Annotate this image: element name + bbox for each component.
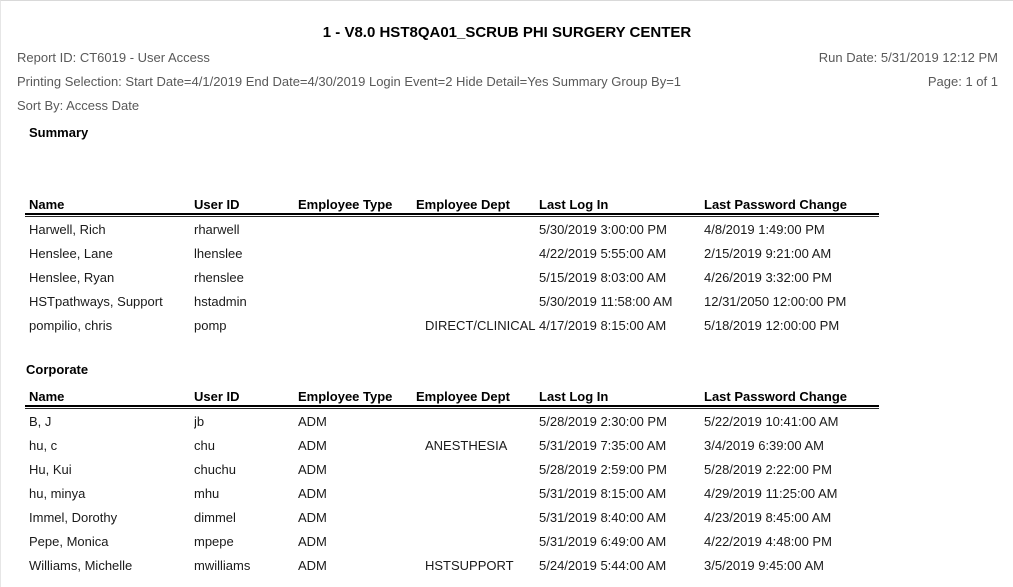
column-header-user_id: User ID: [194, 197, 240, 212]
column-header-last_password_change: Last Password Change: [704, 197, 848, 212]
cell-last_password_change: 4/26/2019 3:32:00 PM: [704, 269, 832, 285]
column-header-employee_dept: Employee Dept: [416, 197, 510, 212]
page-number-label: Page: 1 of 1: [927, 74, 998, 89]
cell-last_password_change: 4/23/2019 8:45:00 AM: [704, 509, 832, 525]
cell-last_log_in: 5/31/2019 6:49:00 AM: [539, 533, 667, 549]
cell-last_password_change: 3/5/2019 9:45:00 AM: [704, 557, 824, 573]
cell-last_log_in: 4/22/2019 5:55:00 AM: [539, 245, 667, 261]
cell-employee_type: ADM: [298, 557, 327, 573]
cell-last_log_in: 5/31/2019 8:15:00 AM: [539, 485, 667, 501]
cell-last_log_in: 5/24/2019 5:44:00 AM: [539, 557, 667, 573]
cell-user_id: hstadmin: [194, 293, 247, 309]
cell-user_id: mwilliams: [194, 557, 251, 573]
cell-last_password_change: 4/29/2019 11:25:00 AM: [704, 485, 838, 501]
table-header-row: [25, 385, 879, 407]
cell-last_log_in: 4/17/2019 8:15:00 AM: [539, 317, 667, 333]
cell-employee_dept: ANESTHESIA: [425, 437, 508, 453]
cell-last_log_in: 5/28/2019 2:59:00 PM: [539, 461, 667, 477]
group-label-corporate: Corporate: [26, 362, 89, 377]
column-header-name: Name: [29, 389, 65, 404]
cell-last_password_change: 5/18/2019 12:00:00 PM: [704, 317, 840, 333]
table-row: [25, 553, 879, 577]
cell-last_password_change: 2/15/2019 9:21:00 AM: [704, 245, 832, 261]
table-row: [25, 433, 879, 457]
cell-employee_dept: HSTSUPPORT: [425, 557, 514, 573]
table-body: [25, 217, 879, 337]
sort-by-label: Sort By: Access Date: [17, 98, 140, 113]
page-title: 1 - V8.0 HST8QA01_SCRUB PHI SURGERY CENTER: [322, 24, 692, 41]
cell-user_id: dimmel: [194, 509, 236, 525]
column-header-employee_dept: Employee Dept: [416, 389, 510, 404]
cell-employee_dept: DIRECT/CLINICAL: [425, 317, 536, 333]
cell-name: pompilio, chris: [29, 317, 113, 333]
table-row: [25, 481, 879, 505]
table-row: [25, 217, 879, 241]
cell-employee_type: ADM: [298, 437, 327, 453]
column-header-user_id: User ID: [194, 389, 240, 404]
report-id-label: Report ID: CT6019 - User Access: [17, 50, 210, 65]
cell-user_id: lhenslee: [194, 245, 243, 261]
column-header-employee_type: Employee Type: [298, 389, 393, 404]
table-row: [25, 313, 879, 337]
cell-last_password_change: 5/28/2019 2:22:00 PM: [704, 461, 832, 477]
cell-last_password_change: 4/8/2019 1:49:00 PM: [704, 221, 825, 237]
cell-name: B, J: [29, 413, 52, 429]
cell-name: Pepe, Monica: [29, 533, 109, 549]
cell-last_log_in: 5/15/2019 8:03:00 AM: [539, 269, 667, 285]
column-header-name: Name: [29, 197, 65, 212]
table-row: [25, 265, 879, 289]
meta-row-2: [17, 70, 998, 94]
run-date-label: Run Date: 5/31/2019 12:12 PM: [818, 50, 998, 65]
cell-name: Henslee, Ryan: [29, 269, 115, 285]
table-row: [25, 457, 879, 481]
cell-name: HSTpathways, Support: [29, 293, 163, 309]
cell-name: hu, minya: [29, 485, 86, 501]
cell-last_log_in: 5/28/2019 2:30:00 PM: [539, 413, 667, 429]
table-row: [25, 529, 879, 553]
column-header-last_log_in: Last Log In: [539, 197, 609, 212]
cell-name: Harwell, Rich: [29, 221, 106, 237]
cell-user_id: mhu: [194, 485, 220, 501]
cell-user_id: chu: [194, 437, 215, 453]
cell-last_log_in: 5/31/2019 7:35:00 AM: [539, 437, 667, 453]
cell-last_log_in: 5/30/2019 3:00:00 PM: [539, 221, 667, 237]
cell-user_id: pomp: [194, 317, 227, 333]
meta-row-1: [17, 46, 998, 70]
cell-name: hu, c: [29, 437, 58, 453]
corporate-table: [25, 385, 879, 577]
cell-last_log_in: 5/30/2019 11:58:00 AM: [539, 293, 673, 309]
cell-employee_type: ADM: [298, 533, 327, 549]
cell-user_id: rhenslee: [194, 269, 244, 285]
cell-name: Williams, Michelle: [29, 557, 133, 573]
cell-last_password_change: 12/31/2050 12:00:00 PM: [704, 293, 847, 309]
report-meta: [17, 46, 998, 118]
summary-table: [25, 193, 879, 337]
cell-name: Hu, Kui: [29, 461, 72, 477]
cell-employee_type: ADM: [298, 413, 327, 429]
table-row: [25, 505, 879, 529]
cell-employee_type: ADM: [298, 461, 327, 477]
cell-last_password_change: 3/4/2019 6:39:00 AM: [704, 437, 824, 453]
cell-user_id: rharwell: [194, 221, 240, 237]
column-header-employee_type: Employee Type: [298, 197, 393, 212]
cell-user_id: mpepe: [194, 533, 234, 549]
cell-employee_type: ADM: [298, 509, 327, 525]
printing-selection-label: Printing Selection: Start Date=4/1/2019 End Date=4/30/2019 Login Event=2 Hide Detail=Yes Summary Group By=1: [17, 74, 682, 89]
table-body: [25, 409, 879, 577]
cell-user_id: jb: [194, 413, 205, 429]
table-header-row: [25, 193, 879, 215]
group-label-summary: Summary: [29, 125, 89, 140]
cell-employee_type: ADM: [298, 485, 327, 501]
column-header-last_log_in: Last Log In: [539, 389, 609, 404]
cell-last_password_change: 4/22/2019 4:48:00 PM: [704, 533, 832, 549]
cell-user_id: chuchu: [194, 461, 236, 477]
cell-name: Henslee, Lane: [29, 245, 113, 261]
cell-name: Immel, Dorothy: [29, 509, 118, 525]
table-row: [25, 241, 879, 265]
cell-last_password_change: 5/22/2019 10:41:00 AM: [704, 413, 839, 429]
column-header-last_password_change: Last Password Change: [704, 389, 848, 404]
table-row: [25, 289, 879, 313]
table-row: [25, 409, 879, 433]
cell-last_log_in: 5/31/2019 8:40:00 AM: [539, 509, 667, 525]
